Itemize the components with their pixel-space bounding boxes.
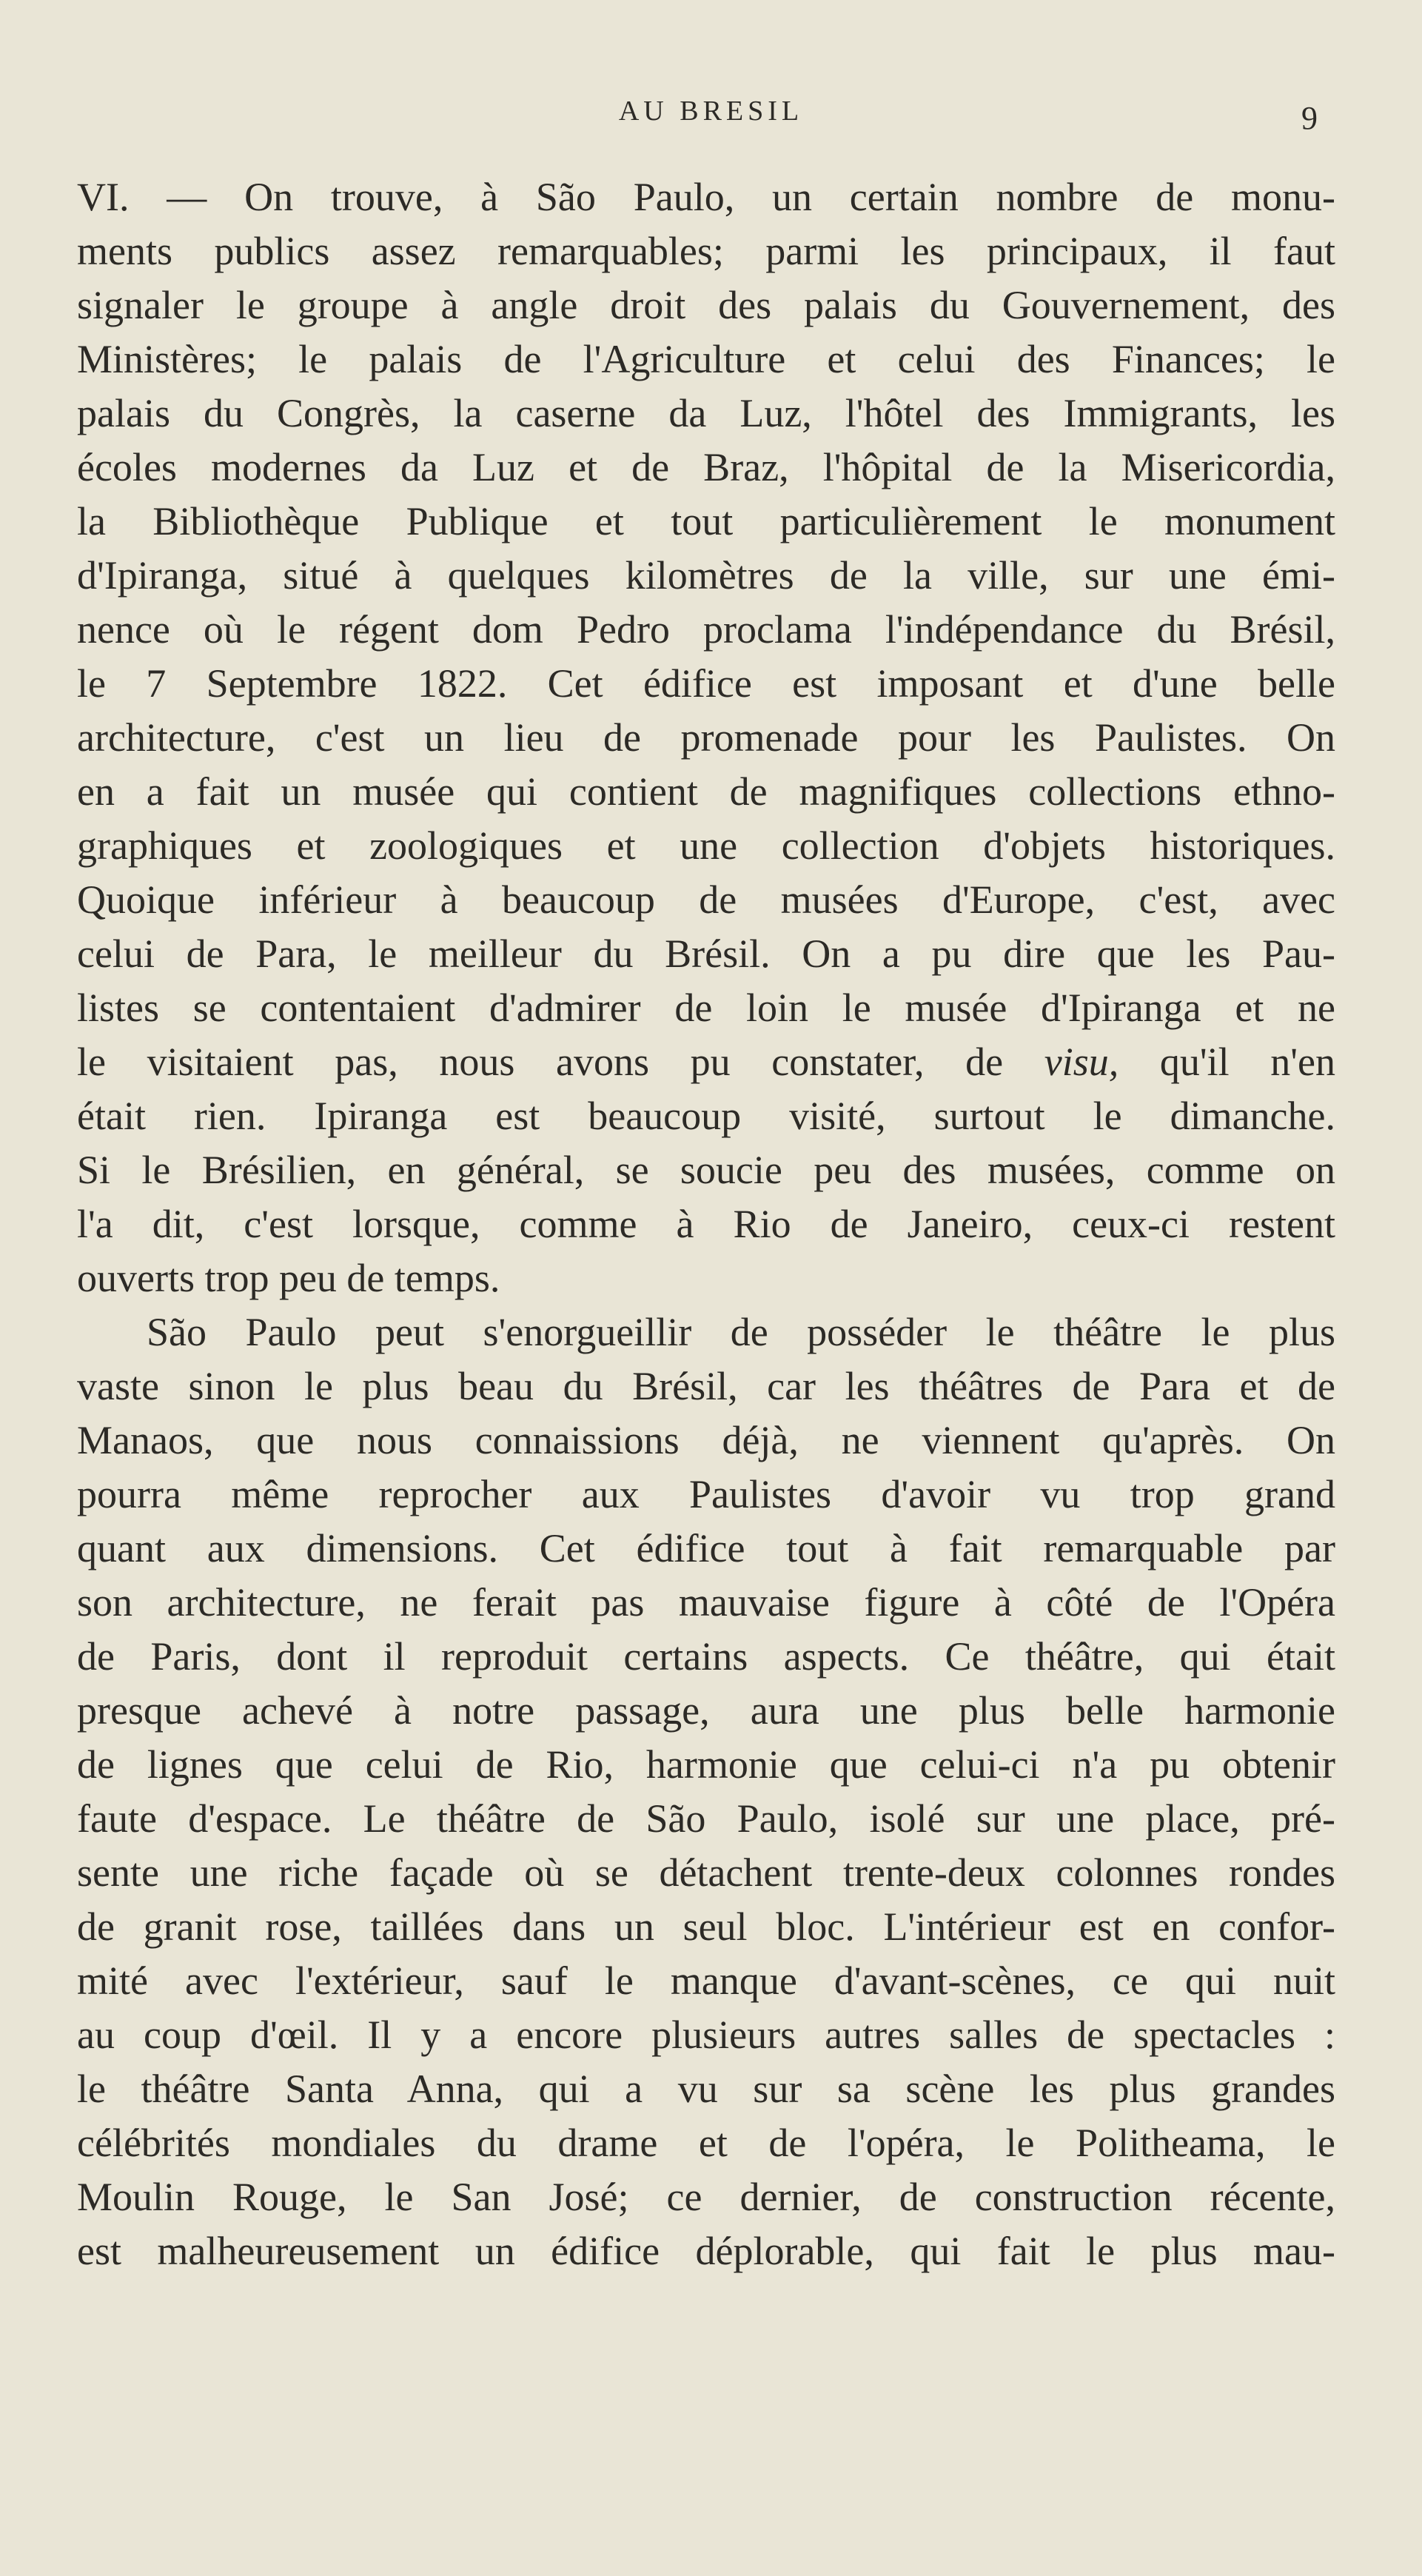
text-line: presque achevé à notre passage, aura une plus belle harmonie <box>77 1688 1335 1733</box>
text-line: écoles modernes da Luz et de Braz, l'hôpital de la Misericordia, <box>77 445 1335 489</box>
text-line-with-italic <box>77 1035 1335 1089</box>
text-line: Ministères; le palais de l'Agriculture et celui des Finances; le <box>77 337 1335 381</box>
text-line: listes se contentaient d'admirer de loin le musée d'Ipiranga et ne <box>77 986 1335 1030</box>
text-line: architecture, c'est un lieu de promenade pour les Paulistes. On <box>77 715 1335 760</box>
text-line: Quoique inférieur à beaucoup de musées d'Europe, c'est, avec <box>77 877 1335 922</box>
text-line: d'Ipiranga, situé à quelques kilomètres de la ville, sur une émi- <box>77 553 1335 598</box>
text-line: est malheureusement un édifice déplorable, qui fait le plus mau- <box>77 2229 1335 2273</box>
body-text <box>77 170 1335 2278</box>
text-line: graphiques et zoologiques et une collection d'objets historiques. <box>77 823 1335 868</box>
text-line: le théâtre Santa Anna, qui a vu sur sa scène les plus grandes <box>77 2067 1335 2111</box>
text-line: faute d'espace. Le théâtre de São Paulo, isolé sur une place, pré- <box>77 1796 1335 1841</box>
text-line: le 7 Septembre 1822. Cet édifice est imposant et d'une belle <box>77 661 1335 706</box>
text-line: Si le Brésilien, en général, se soucie peu des musées, comme on <box>77 1148 1335 1192</box>
text-line: de lignes que celui de Rio, harmonie que celui-ci n'a pu obtenir <box>77 1742 1335 1787</box>
text-line: ouverts trop peu de temps. <box>77 1256 500 1300</box>
text-line: l'a dit, c'est lorsque, comme à Rio de Janeiro, ceux-ci restent <box>77 1202 1335 1246</box>
text-line: Manaos, que nous connaissions déjà, ne viennent qu'après. On <box>77 1418 1335 1462</box>
text-segment: le visitaient pas, nous avons pu constater, de <box>77 1040 1044 1084</box>
text-line: celui de Para, le meilleur du Brésil. On a pu dire que les Pau- <box>77 931 1335 976</box>
text-line: célébrités mondiales du drame et de l'opéra, le Politheama, le <box>77 2121 1335 2165</box>
text-line: São Paulo peut s'enorgueillir de posséder le théâtre le plus <box>147 1310 1335 1354</box>
text-line: ments publics assez remarquables; parmi les principaux, il faut <box>77 229 1335 273</box>
text-line: palais du Congrès, la caserne da Luz, l'hôtel des Immigrants, les <box>77 391 1335 435</box>
text-line: vaste sinon le plus beau du Brésil, car les théâtres de Para et de <box>77 1364 1335 1408</box>
page-number: 9 <box>1301 100 1318 136</box>
text-line: son architecture, ne ferait pas mauvaise figure à côté de l'Opéra <box>77 1580 1335 1625</box>
text-line: VI. — On trouve, à São Paulo, un certain nombre de monu- <box>77 175 1335 219</box>
running-head <box>0 95 1422 139</box>
text-line: sente une riche façade où se détachent trente-deux colonnes rondes <box>77 1850 1335 1895</box>
text-line: quant aux dimensions. Cet édifice tout à fait remarquable par <box>77 1526 1335 1570</box>
italic-word: visu, <box>1044 1040 1119 1084</box>
text-line: signaler le groupe à angle droit des palais du Gouvernement, des <box>77 283 1335 327</box>
running-title: AU BRESIL <box>618 96 804 127</box>
text-line: Moulin Rouge, le San José; ce dernier, de construction récente, <box>77 2175 1335 2219</box>
text-segment: qu'il n'en <box>1119 1040 1335 1084</box>
text-line: pourra même reprocher aux Paulistes d'avoir vu trop grand <box>77 1472 1335 1516</box>
text-line: en a fait un musée qui contient de magnifiques collections ethno- <box>77 769 1335 814</box>
text-line: nence où le régent dom Pedro proclama l'indépendance du Brésil, <box>77 607 1335 652</box>
text-line: était rien. Ipiranga est beaucoup visité, surtout le dimanche. <box>77 1094 1335 1138</box>
text-line: de granit rose, taillées dans un seul bloc. L'intérieur est en confor- <box>77 1904 1335 1949</box>
text-line: au coup d'œil. Il y a encore plusieurs autres salles de spectacles : <box>77 2013 1335 2057</box>
text-line: de Paris, dont il reproduit certains aspects. Ce théâtre, qui était <box>77 1634 1335 1679</box>
text-line: la Bibliothèque Publique et tout particulièrement le monument <box>77 499 1335 543</box>
text-line: mité avec l'extérieur, sauf le manque d'avant-scènes, ce qui nuit <box>77 1958 1335 2003</box>
